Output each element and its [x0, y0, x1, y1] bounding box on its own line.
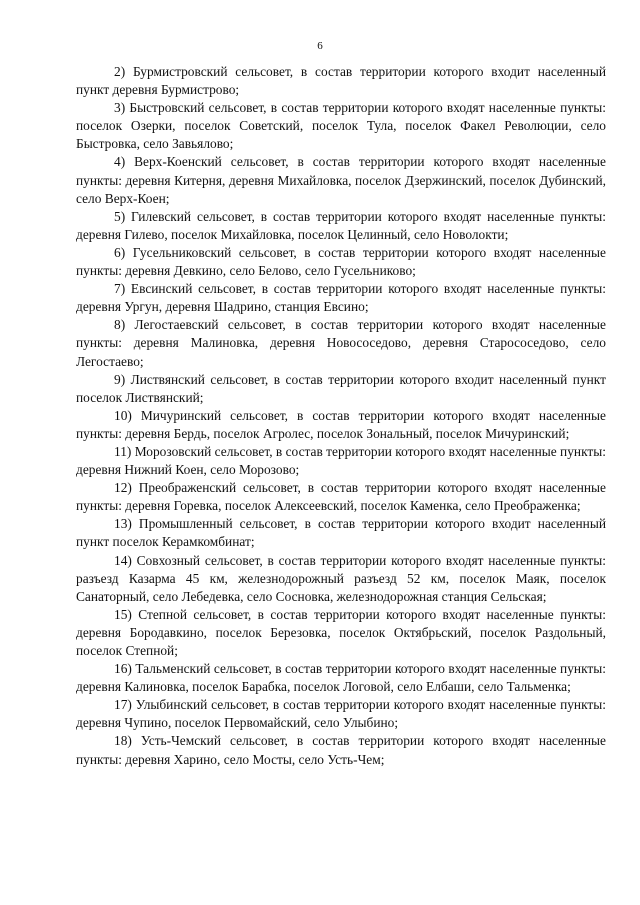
- list-item-8: 8) Легостаевский сельсовет, в состав территории которого входят населенные пункты: деревня Малиновка, деревня Новососедово, деревня Старососедово, село Легостаево;: [76, 317, 606, 369]
- list-item-4: 4) Верх-Коенский сельсовет, в состав территории которого входят населенные пункты: деревня Китерня, деревня Михайловка, поселок Дзержинский, поселок Дубинский, село Верх-Коен;: [76, 154, 606, 206]
- list-item-18: 18) Усть-Чемский сельсовет, в состав территории которого входят населенные пункты: деревня Харино, село Мосты, село Усть-Чем;: [76, 733, 606, 767]
- list-item-3: 3) Быстровский сельсовет, в состав территории которого входят населенные пункты: поселок Озерки, поселок Советский, поселок Тула, поселок Факел Революции, село Быстровка, село Завьялово;: [76, 100, 606, 152]
- list-item-12: 12) Преображенский сельсовет, в состав территории которого входят населенные пункты: деревня Горевка, поселок Алексеевский, поселок Каменка, село Преображенка;: [76, 480, 606, 514]
- list-item-5: 5) Гилевский сельсовет, в состав территории которого входят населенные пункты: деревня Гилево, поселок Михайловка, поселок Целинный, село Новолокти;: [76, 208, 606, 242]
- list-item-13: 13) Промышленный сельсовет, в состав территории которого входит населенный пункт поселок Керамкомбинат;: [76, 516, 606, 550]
- list-item-14: 14) Совхозный сельсовет, в состав территории которого входят населенные пункты: разъезд Казарма 45 км, железнодорожный разъезд 52 км, поселок Маяк, поселок Санаторный, село Лебедевка, село Сосновка, железнодорожная станция Сельская;: [76, 552, 606, 604]
- list-item-7: 7) Евсинский сельсовет, в состав территории которого входят населенные пункты: деревня Ургун, деревня Шадрино, станция Евсино;: [76, 281, 606, 315]
- list-item-2: 2) Бурмистровский сельсовет, в состав территории которого входит населенный пункт деревня Бурмистрово;: [76, 64, 606, 98]
- document-body: [76, 63, 606, 769]
- list-item-6: 6) Гусельниковский сельсовет, в состав территории которого входят населенные пункты: деревня Девкино, село Белово, село Гусельниково;: [76, 244, 606, 279]
- list-item-11: 11) Морозовский сельсовет, в состав территории которого входят населенные пункты: деревня Нижний Коен, село Морозово;: [76, 443, 606, 478]
- page-number: 6: [317, 40, 323, 52]
- list-item-15: 15) Степной сельсовет, в состав территории которого входят населенные пункты: деревня Бородавкино, поселок Березовка, поселок Октябрьский, поселок Раздольный, поселок Степной;: [76, 606, 606, 658]
- list-item-9: 9) Листвянский сельсовет, в состав территории которого входит населенный пункт поселок Листвянский;: [76, 371, 606, 405]
- list-item-17: 17) Улыбинский сельсовет, в состав территории которого входят населенные пункты: деревня Чупино, поселок Первомайский, село Улыбино;: [76, 697, 606, 731]
- list-item-10: 10) Мичуринский сельсовет, в состав территории которого входят населенные пункты: деревня Бердь, поселок Агролес, поселок Зональный, поселок Мичуринский;: [76, 407, 606, 441]
- list-item-16: 16) Тальменский сельсовет, в состав территории которого входят населенные пункты: деревня Калиновка, поселок Барабка, поселок Логовой, село Елбаши, село Тальменка;: [76, 661, 606, 695]
